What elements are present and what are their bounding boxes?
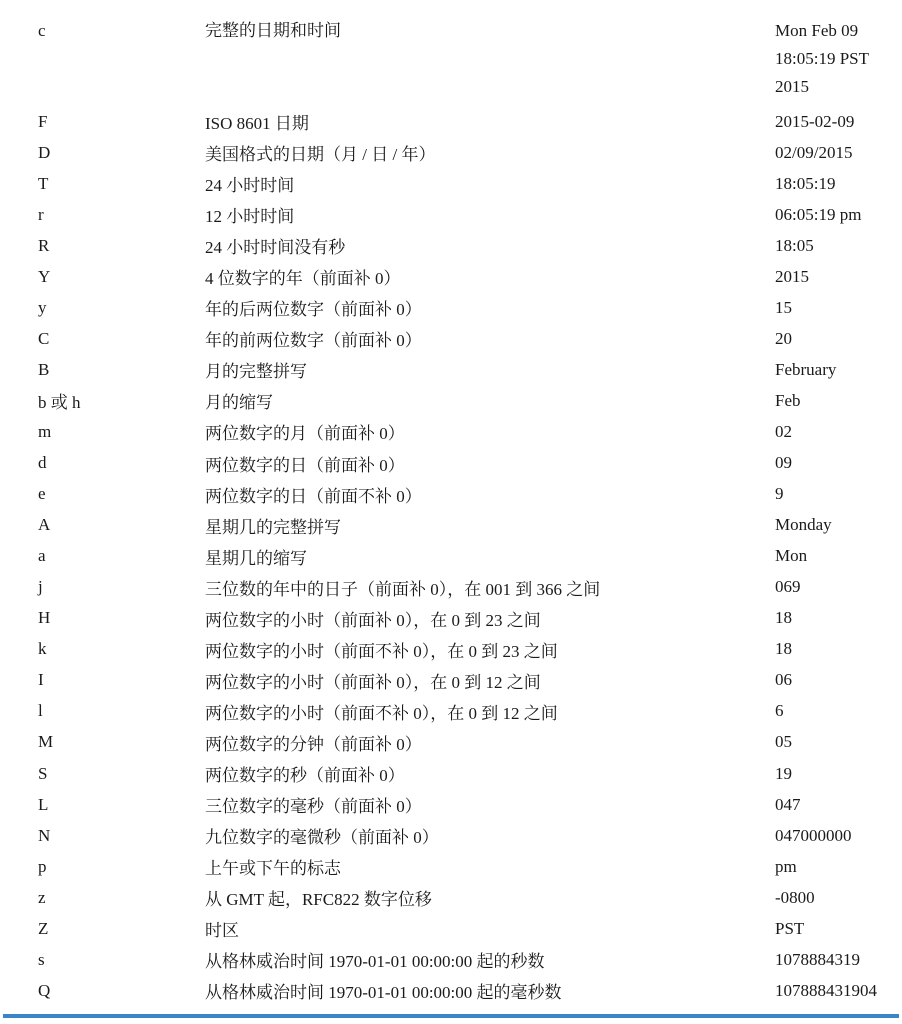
format-example: 09: [775, 453, 792, 473]
format-code: Y: [38, 266, 51, 286]
format-description: 两位数字的小时（前面不补 0），在 0 到 23 之间: [205, 641, 558, 661]
table-row: [0, 572, 902, 603]
format-description: 24 小时时间没有秒: [205, 238, 346, 258]
format-code: p: [38, 856, 47, 876]
table-row: [0, 603, 902, 634]
format-code: y: [38, 297, 47, 317]
format-code: L: [38, 794, 49, 814]
format-code: D: [38, 142, 51, 162]
format-description: 月的完整拼写: [205, 362, 307, 382]
format-example: 15: [775, 297, 792, 317]
table-row: [0, 261, 902, 292]
format-code: Z: [38, 918, 49, 938]
format-example: Mon: [775, 546, 808, 566]
format-code: s: [38, 949, 45, 969]
format-code: j: [38, 577, 43, 597]
date-format-table: [0, 17, 902, 1006]
format-description: 时区: [205, 921, 239, 941]
table-row: [0, 199, 902, 230]
format-example: February: [775, 359, 837, 379]
format-description: ISO 8601 日期: [205, 114, 309, 134]
format-description: 九位数字的毫微秒（前面补 0）: [205, 828, 439, 848]
table-row: [0, 17, 902, 106]
format-code: m: [38, 421, 52, 441]
table-row: [0, 665, 902, 696]
format-code: r: [38, 204, 44, 224]
format-code: F: [38, 111, 48, 131]
format-example: 02: [775, 421, 792, 441]
format-code: a: [38, 546, 46, 566]
table-row: [0, 416, 902, 447]
format-example: 06:05:19 pm: [775, 204, 862, 224]
format-code: b 或 h: [38, 393, 81, 413]
format-example: 047: [775, 794, 801, 814]
format-description: 12 小时时间: [205, 207, 295, 227]
format-description: 美国格式的日期（月 / 日 / 年）: [205, 145, 436, 165]
format-code: S: [38, 763, 48, 783]
format-example: 2015: [775, 266, 809, 286]
format-description: 24 小时时间: [205, 176, 295, 196]
format-example: pm: [775, 856, 797, 876]
table-row: [0, 727, 902, 758]
format-example: 069: [775, 577, 801, 597]
format-example: -0800: [775, 887, 815, 907]
format-code: T: [38, 173, 49, 193]
table-row: [0, 696, 902, 727]
format-code: B: [38, 359, 50, 379]
format-description: 两位数字的秒（前面补 0）: [205, 766, 405, 785]
format-code: c: [38, 21, 46, 40]
format-description: 星期几的缩写: [205, 548, 307, 568]
format-example: Mon Feb 09 18:05:19 PST 2015: [775, 21, 869, 96]
format-description: 从格林威治时间 1970-01-01 00:00:00 起的毫秒数: [205, 983, 562, 1003]
table-row: [0, 882, 902, 913]
format-description: 从格林威治时间 1970-01-01 00:00:00 起的秒数: [205, 952, 545, 972]
format-description: 两位数字的小时（前面补 0），在 0 到 12 之间: [205, 672, 541, 692]
format-example: 19: [775, 763, 792, 783]
table-row: [0, 634, 902, 665]
format-description: 两位数字的小时（前面补 0），在 0 到 23 之间: [205, 610, 541, 630]
format-code: A: [38, 515, 51, 535]
format-example: 20: [775, 328, 792, 348]
table-row: [0, 510, 902, 541]
format-description: 上午或下午的标志: [205, 859, 341, 879]
format-description: 两位数字的日（前面补 0）: [205, 455, 405, 475]
format-description: 从 GMT 起，RFC822 数字位移: [205, 890, 432, 910]
format-example: 6: [775, 701, 784, 721]
format-example: 18: [775, 639, 792, 659]
format-code: I: [38, 670, 44, 690]
format-code: N: [38, 825, 51, 845]
format-code: l: [38, 701, 43, 721]
format-description: 月的缩写: [205, 393, 273, 413]
format-code: Q: [38, 980, 51, 1000]
format-code: k: [38, 639, 47, 659]
table-row: [0, 323, 902, 354]
format-description: 年的后两位数字（前面补 0）: [205, 300, 422, 320]
table-row: [0, 385, 902, 416]
format-example: PST: [775, 918, 805, 938]
format-description: 两位数字的日（前面不补 0）: [205, 486, 422, 506]
format-description: 星期几的完整拼写: [205, 517, 341, 537]
format-description: 年的前两位数字（前面补 0）: [205, 331, 422, 351]
format-example: 9: [775, 484, 784, 504]
table-row: [0, 448, 902, 479]
table-row: [0, 230, 902, 261]
format-example: 2015-02-09: [775, 111, 855, 131]
format-example: 047000000: [775, 825, 852, 845]
format-description: 两位数字的小时（前面不补 0），在 0 到 12 之间: [205, 703, 558, 723]
table-row: [0, 789, 902, 820]
format-example: 18:05: [775, 235, 814, 255]
format-code: M: [38, 732, 54, 752]
format-code: R: [38, 235, 50, 255]
format-description: 三位数的年中的日子（前面补 0），在 001 到 366 之间: [205, 579, 601, 599]
format-example: 18:05:19: [775, 173, 836, 193]
table-row: [0, 541, 902, 572]
format-example: 06: [775, 670, 792, 690]
bottom-rule: [3, 1014, 899, 1018]
table-row: [0, 944, 902, 975]
format-description: 两位数字的分钟（前面补 0）: [205, 734, 422, 754]
table-row: [0, 292, 902, 323]
table-row: [0, 479, 902, 510]
table-row: [0, 168, 902, 199]
table-row: [0, 354, 902, 385]
format-code: C: [38, 328, 50, 348]
format-example: 1078884319: [775, 949, 860, 969]
format-description: 4 位数字的年（前面补 0）: [205, 269, 401, 289]
table-row: [0, 820, 902, 851]
format-code: d: [38, 453, 47, 473]
table-row: [0, 851, 902, 882]
format-example: 107888431904: [775, 980, 877, 1000]
format-code: z: [38, 887, 46, 907]
format-description: 两位数字的月（前面补 0）: [205, 424, 405, 444]
format-example: Feb: [775, 390, 801, 410]
format-example: 05: [775, 732, 792, 752]
table-row: [0, 758, 902, 789]
format-example: 02/09/2015: [775, 142, 853, 162]
format-code: e: [38, 484, 46, 504]
format-example: 18: [775, 608, 792, 628]
format-description: 三位数字的毫秒（前面补 0）: [205, 797, 422, 817]
table-row: [0, 913, 902, 944]
format-example: Monday: [775, 515, 832, 535]
table-row: [0, 137, 902, 168]
format-description: 完整的日期和时间: [205, 21, 341, 40]
format-code: H: [38, 608, 51, 628]
table-row: [0, 106, 902, 137]
table-row: [0, 975, 902, 1006]
